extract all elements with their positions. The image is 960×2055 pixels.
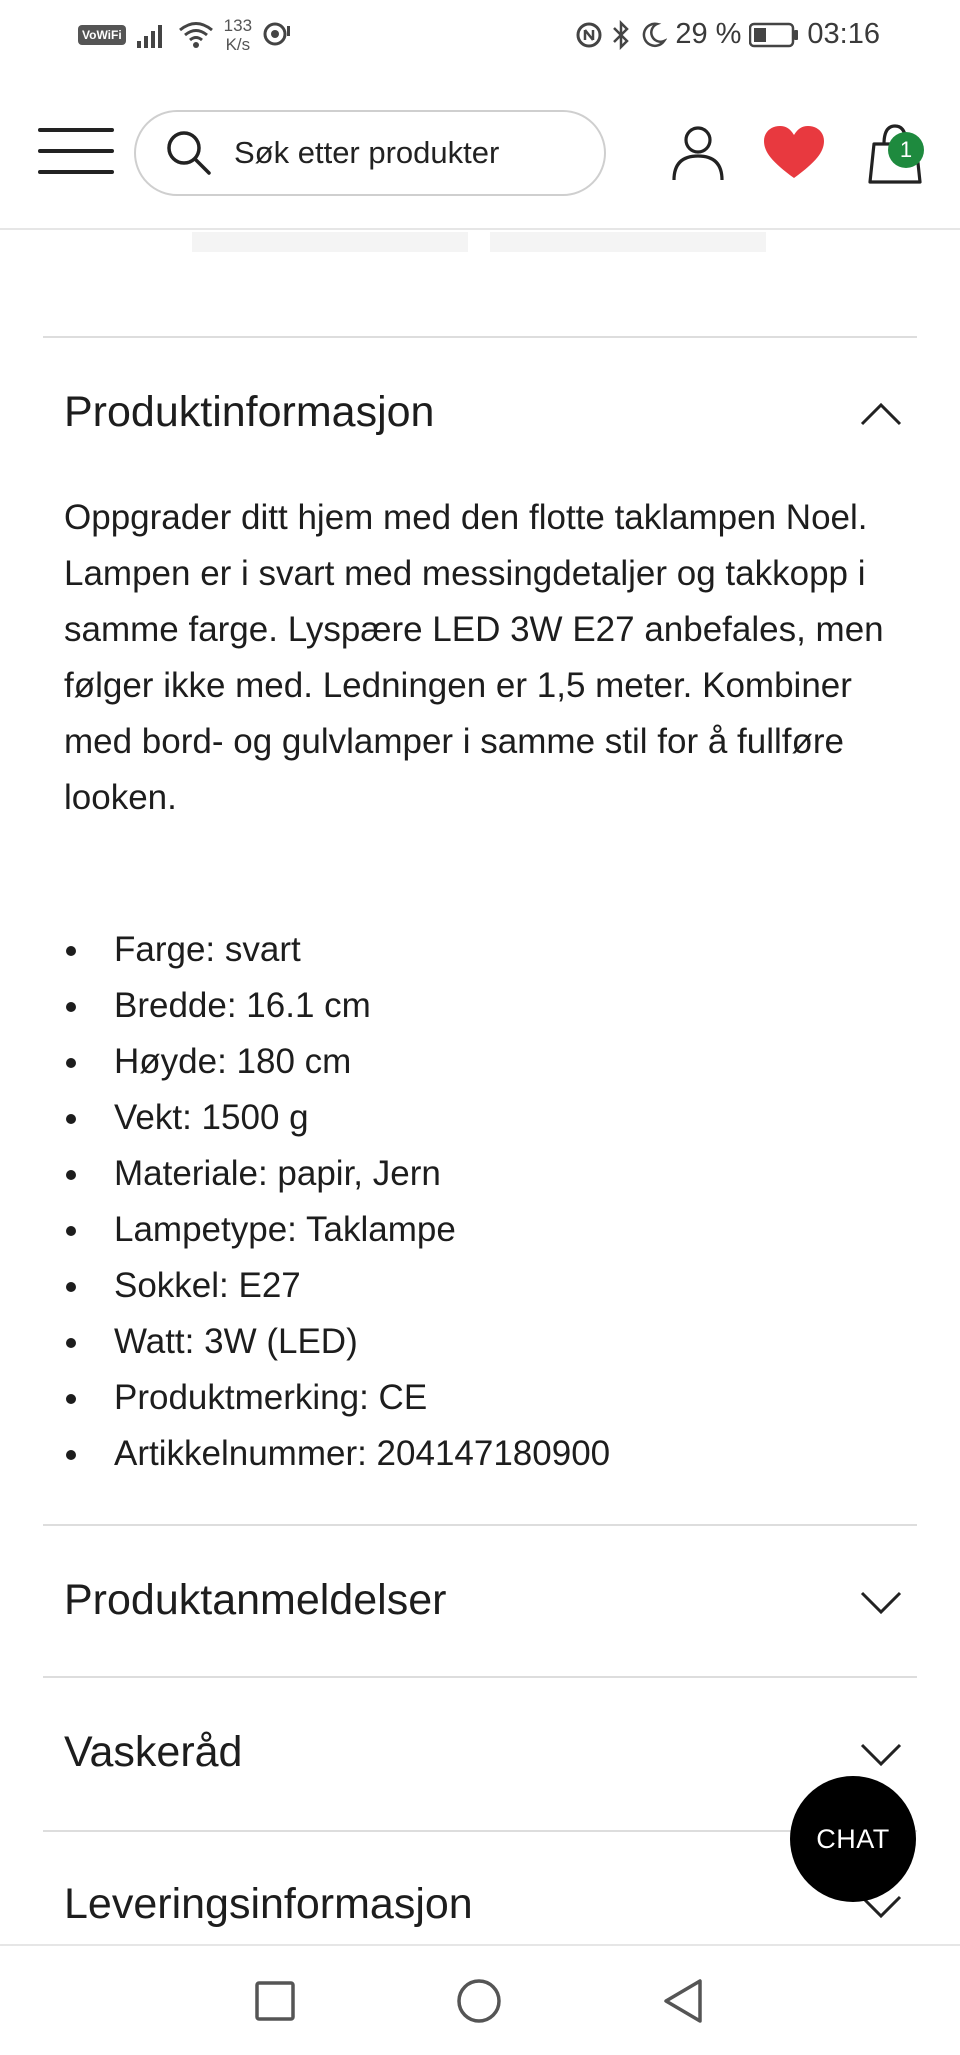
product-thumbnail-stub	[490, 232, 766, 252]
back-icon[interactable]	[662, 1978, 704, 2024]
account-icon[interactable]	[670, 122, 726, 182]
accordion-product-info-title[interactable]: Produktinformasjon	[64, 388, 435, 436]
battery-percent: 29 %	[675, 18, 742, 50]
clock: 03:16	[807, 18, 880, 50]
divider	[43, 1524, 917, 1526]
home-icon[interactable]	[456, 1978, 502, 2024]
product-specs-list	[64, 922, 610, 1482]
system-nav-bar	[0, 1944, 960, 2055]
battery-icon	[749, 22, 799, 48]
accordion-reviews-title[interactable]: Produktanmeldelser	[64, 1576, 447, 1624]
product-thumbnail-stub	[192, 232, 468, 252]
bluetooth-icon	[611, 20, 631, 50]
divider	[43, 1676, 917, 1678]
accordion-delivery-title[interactable]: Leveringsinformasjon	[64, 1880, 473, 1928]
signal-icon	[136, 21, 168, 49]
status-bar	[0, 0, 960, 72]
nfc-icon	[575, 21, 603, 49]
spec-item: Materiale: papir, Jern	[64, 1146, 610, 1202]
spec-item: Høyde: 180 cm	[64, 1034, 610, 1090]
spec-item: Bredde: 16.1 cm	[64, 978, 610, 1034]
wifi-icon	[178, 20, 214, 50]
moon-icon	[639, 21, 667, 49]
spec-item: Vekt: 1500 g	[64, 1090, 610, 1146]
vowifi-badge: VoWiFi	[78, 25, 126, 45]
search-input[interactable]	[134, 110, 606, 196]
search-icon	[162, 126, 216, 180]
site-header	[0, 72, 960, 230]
chat-button[interactable]: CHAT	[790, 1776, 916, 1902]
chevron-down-icon[interactable]	[860, 1591, 902, 1615]
chevron-down-icon[interactable]	[860, 1743, 902, 1767]
product-description: Oppgrader ditt hjem med den flotte taklampen Noel. Lampen er i svart med messingdetaljer og takkopp i samme farge. Lyspære LED 3W E27 anbefales, men følger ikke med. Ledningen er 1,5 meter. Kombiner med bord- og gulvlamper i samme stil for å fullføre looken.	[64, 498, 884, 817]
spec-item: Sokkel: E27	[64, 1258, 610, 1314]
spec-item: Produktmerking: CE	[64, 1370, 610, 1426]
spec-item: Farge: svart	[64, 922, 610, 978]
accordion-care-title[interactable]: Vaskeråd	[64, 1728, 243, 1776]
divider	[43, 336, 917, 338]
network-speed: 133 K/s	[223, 16, 253, 54]
spec-item: Watt: 3W (LED)	[64, 1314, 610, 1370]
recent-apps-icon[interactable]	[254, 1980, 296, 2022]
chevron-up-icon[interactable]	[860, 402, 902, 426]
cart-count-badge: 1	[888, 132, 924, 168]
hamburger-menu-button[interactable]	[38, 128, 114, 174]
wishlist-heart-icon[interactable]	[762, 124, 826, 180]
divider	[43, 1830, 917, 1832]
search-placeholder: Søk etter produkter	[234, 135, 500, 170]
spec-item: Lampetype: Taklampe	[64, 1202, 610, 1258]
location-icon	[262, 20, 292, 50]
spec-item: Artikkelnummer: 204147180900	[64, 1426, 610, 1482]
